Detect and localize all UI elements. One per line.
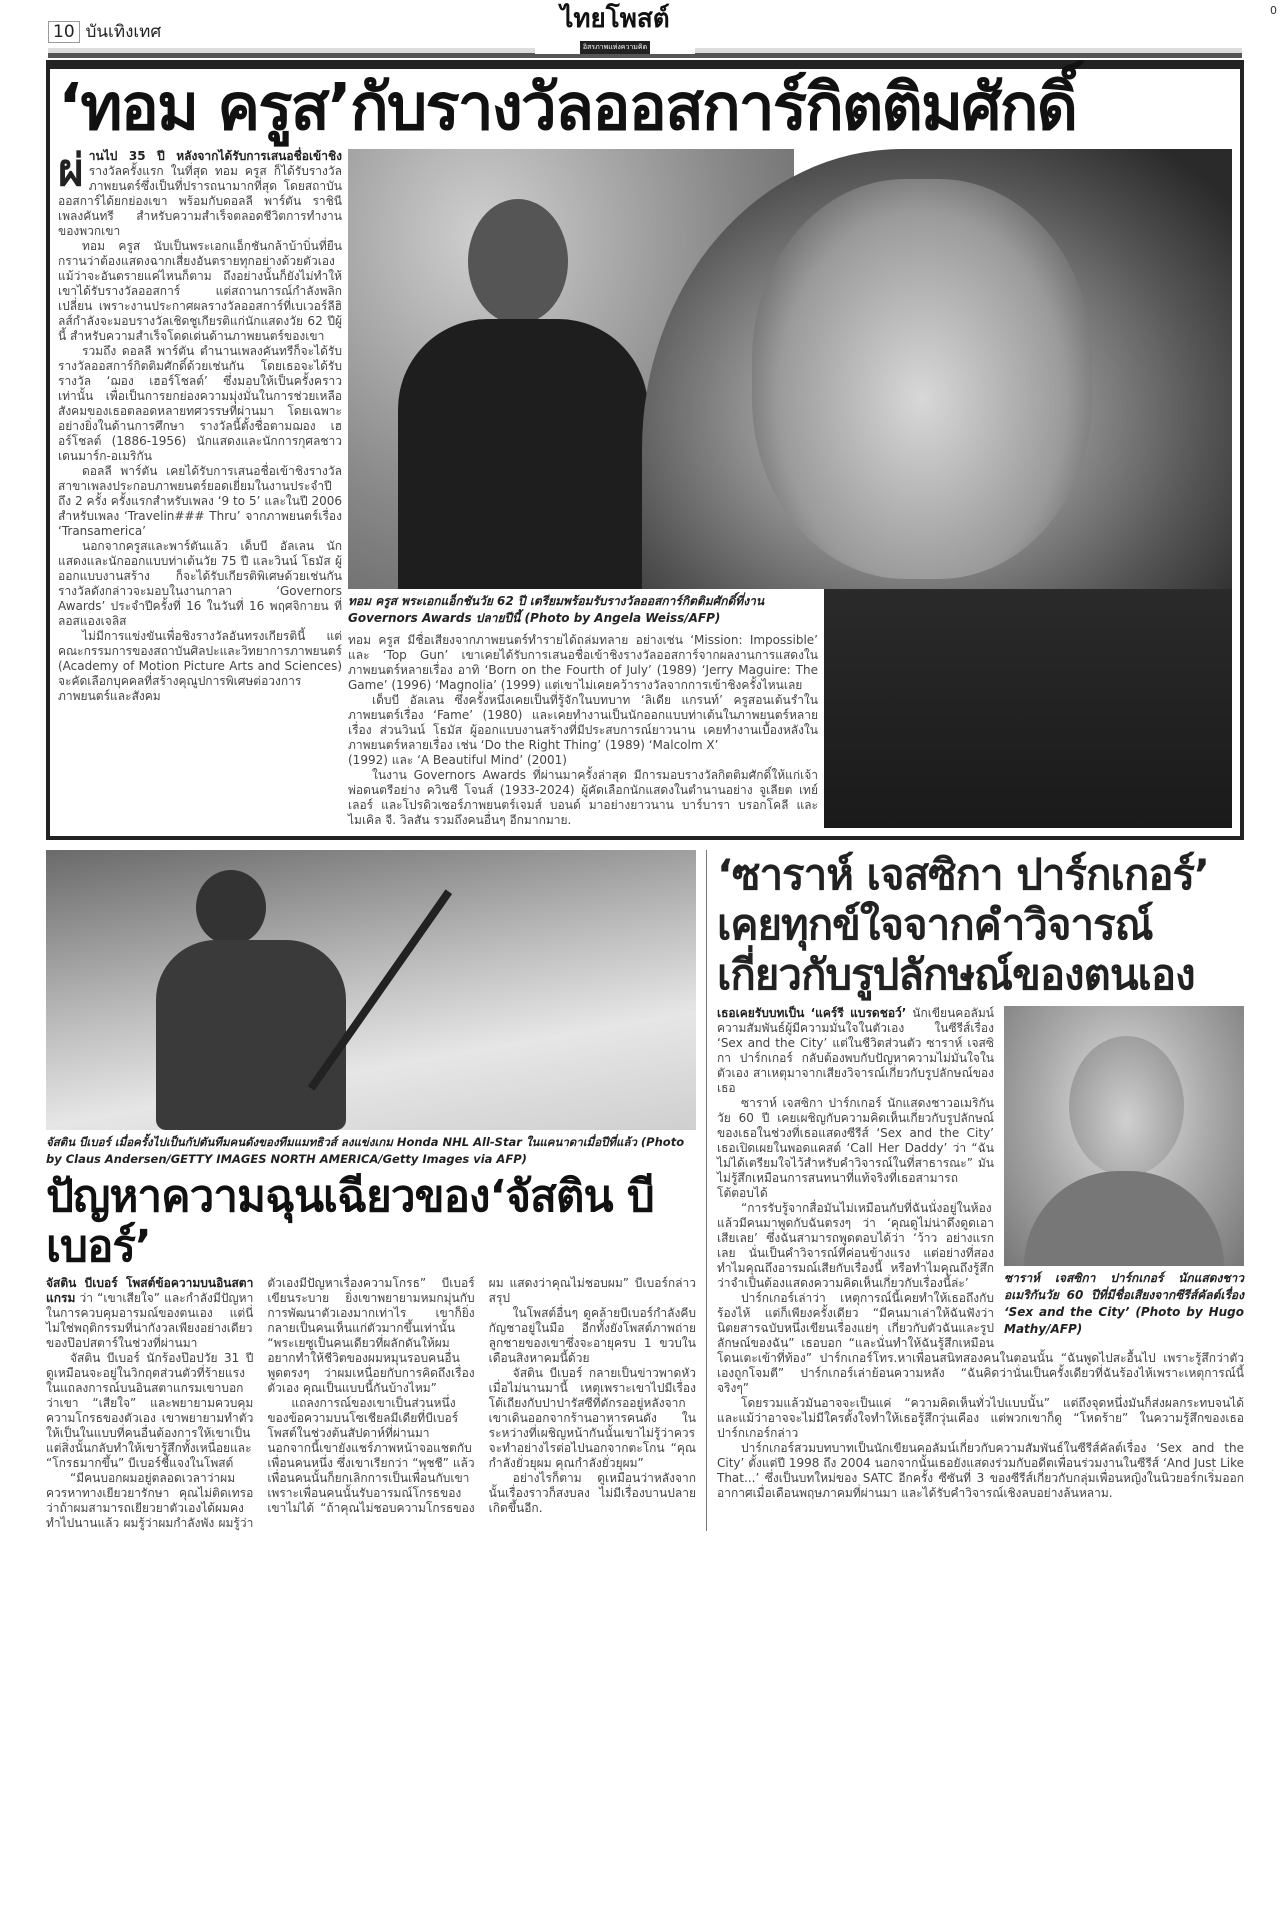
tom-article-body [58,145,1232,828]
bieber-body [46,1276,696,1531]
column-divider [706,850,707,1531]
sarah-lead: เธอเคยรับบทเป็น ‘แคร์รี แบรดชอว์’ [717,1006,907,1020]
paragraph: จัสติน บีเบอร์ นักร้องป๊อปวัย 31 ปี ดูเหมือนจะอยู่ในวิกฤตส่วนตัวที่ร้ายแรง ในแถลงการณ์บนอินสตาแกรมเขาบอกว่าเขา “เสียใจ” และพยายามควบคุมความโกรธของตัวเอง เขาพยายามทำตัวให้เป็นในแบบที่คนอื่นต้องการให้เขาเป็น แต่สิ่งนั้นกลับทำให้เขารู้สึกทั้งเหนื่อยและ “โกรธมากขึ้น” บีเบอร์ชี้แจงในโพสต์ [46,1351,254,1470]
paragraph: ทอม ครูส นับเป็นพระเอกแอ็กชันกล้าบ้าบิ่นที่ยืนกรานว่าต้องแสดงฉากเสี่ยงอันตรายทุกอย่างด้วยตัวเอง แม้ว่าจะอันตรายแค่ไหนก็ตาม ถึงอย่างนั้นก็ยังไม่ทำให้เขาได้รับรางวัลออสการ์ แต่สถานการณ์กำลังพลิกเปลี่ยน เพราะงานประกาศผลรางวัลออสการ์ที่เบเวอร์ลีฮิลส์กำลังจะมอบรางวัลเชิดชูเกียรติแก่นักแสดงวัย 62 ปีผู้นี้ สำหรับความสำเร็จโดดเด่นด้านภาพยนตร์ของเขา [58,239,342,343]
logo-tagline: อิสรภาพแห่งความคิด [580,41,650,54]
headline-line: เคยทุกข์ใจจากคำวิจารณ์ [717,900,1153,949]
paragraph: “มีคนบอกผมอยู่ตลอดเวลาว่าผมควรหาทางเยียวยารักษา คุณไม่ติดเทรอว่าถ้าผมสามารถเยียวยาตัวเองได้ผมคงทำไปนานแล้ว ผมรู้ว่าผมกำลังพัง ผมรู้ว่าตัวเองมีปัญหาเรื่องความโกรธ” บีเบอร์เขียนระบาย ยิ่งเขาพยายามหมกมุ่นกับการพัฒนาตัวเองมากเท่าไร เขาก็ยิ่งกลายเป็นคนเห็นแก่ตัวมากขึ้นเท่านั้น “พระเยซูเป็นคนเดียวที่ผลักดันให้ผมอยากทำให้ชีวิตของผมหมุนรอบคนอื่น พูดตรงๆ ว่าผมเหนื่อยกับการคิดถึงเรื่องตัวเอง คุณเป็นแบบนี้กันบ้างไหม” [46,1276,475,1530]
sarah-first-para: นักเขียนคอลัมน์ความสัมพันธ์ผู้มีความมั่นใจในตัวเอง ในซีรีส์เรื่อง ‘Sex and the City’ แต่ในชีวิตส่วนตัว ซาราห์ เจสซิกา ปาร์กเกอร์ กลับต้องพบกับปัญหาความไม่มั่นใจในตัวเอง สาเหตุมาจากเสียงวิจารณ์เกี่ยวกับรูปลักษณ์ของเธอ [717,1006,994,1095]
paragraph: ซาราห์ เจสซิกา ปาร์กเกอร์ นักแสดงชาวอเมริกันวัย 60 ปี เคยเผชิญกับความคิดเห็นเกี่ยวกับรูปลักษณ์ของเธอในช่วงที่เธอแสดงซีรีส์ ‘Sex and the City’ เธอเปิดเผยในพอดแคสต์ ‘Call Her Daddy’ ว่า “ฉันไม่ได้เตรียมใจไว้สำหรับคำวิจารณ์ในที่สาธารณะ” มันไม่รู้สึกเหมือนการสนทนาที่แท้จริงที่เธอสามารถโต้ตอบได้ [717,1096,994,1200]
sarah-figure [1004,1006,1244,1338]
page-section-label [48,18,161,45]
sarah-photo-caption: ซาราห์ เจสซิกา ปาร์กเกอร์ นักแสดงชาวอเมริกันวัย 60 ปีที่มีชื่อเสียงจากซีรีส์คัลต์เรื่อง ‘Sex and the City’ (Photo by Hugo Mathy/AFP) [1004,1271,1244,1336]
bieber-article [46,850,696,1531]
paragraph: รวมถึง ดอลลี พาร์ตัน ตำนานเพลงคันทรีก็จะได้รับรางวัลออสการ์กิตติมศักดิ์ด้วยเช่นกัน โดยเธอจะได้รับรางวัล ‘ฌอง เฮอร์โชลต์’ ซึ่งมอบให้เป็นครั้งคราวเท่านั้น เพื่อเป็นการยกย่องความมุ่งมั่นในการช่วยเหลือสังคมของเธอตลอดหลายทศวรรษที่ผ่านมา โดยเฉพาะอย่างยิ่งในด้านการศึกษา รางวัลนี้ตั้งชื่อตามฌอง เฮอร์โชลต์ (1886-1956) นักแสดงและนักการกุศลชาวเดนมาร์ก-อเมริกัน [58,344,342,463]
drop-cap: ผ่ [58,145,84,196]
page-header [0,0,1286,60]
paragraph: โดยรวมแล้วมันอาจจะเป็นแค่ “ความคิดเห็นทั่วไปแบบนั้น” แต่ถึงจุดหนึ่งมันก็ส่งผลกระทบจนได้ และแม้ว่าอาจจะไม่มีใครตั้งใจทำให้เธอรู้สึกวุ่นเคือง แต่พวกเขาก็ดู “โหดร้าย” ในความรู้สึกของเธอ ปาร์กเกอร์กล่าว [717,1396,1244,1440]
headline-line: เกี่ยวกับรูปลักษณ์ของตนเอง [717,950,1195,999]
bieber-lead: จัสติน บีเบอร์ โพสต์ข้อความบนอินสตาแกรม [46,1276,254,1305]
bieber-hockey-photo [46,850,696,1130]
bieber-photo-caption: จัสติน บีเบอร์ เมื่อครั้งไปเป็นกัปตันทีมคนดังของทีมแมทธิวส์ ลงแข่งเกม Honda NHL All-Star ในแคนาดาเมื่อปีที่แล้ว (Photo by Claus Andersen/GETTY IMAGES NORTH AMERICA/Getty Images via AFP) [46,1135,685,1166]
tom-continuation [348,633,818,828]
sarah-headline [717,850,1244,1000]
logo-name: ไทยโพสต์ [560,4,670,34]
tom-headline: ‘ทอม ครูส’กับรางวัลออสการ์กิตติมศักดิ์ [58,71,1077,145]
headline-line: ‘ซาราห์ เจสซิกา ปาร์กเกอร์’ [717,850,1209,899]
tom-body-column [58,145,343,828]
paragraph: ในโพสต์อื่นๆ ดูคล้ายบีเบอร์กำลังคีบกัญชาอยู่ในมือ อีกทั้งยังโพสต์ภาพถ่ายลูกชายของเขาซึ่งจะอายุครบ 1 ขวบในเดือนสิงหาคมนี้ด้วย [488,1306,696,1365]
tom-lead: านไป 35 ปี หลังจากได้รับการเสนอชื่อเข้าชิง [88,149,342,163]
corner-mark: 0 [1270,4,1277,17]
tom-photo-caption: ทอม ครูส พระเอกแอ็กชันวัย 62 ปี เตรียมพร้อมรับรางวัลออสการ์กิตติมศักดิ์ที่งาน Governors Awards ปลายปีนี้ (Photo by Angela Weiss/AFP) [348,594,765,625]
page-number: 10 [48,21,80,43]
tom-article-frame [46,60,1244,840]
paragraph: ดอลลี พาร์ตัน เคยได้รับการเสนอชื่อเข้าชิงรางวัลสาขาเพลงประกอบภาพยนตร์ยอดเยี่ยมในงานประจำปีถึง 2 ครั้ง ครั้งแรกสำหรับเพลง ‘9 to 5’ และในปี 2006 สำหรับเพลง ‘Travelin### Thru’ จากภาพยนตร์เรื่อง ‘Transamerica’ [58,464,342,538]
newspaper-logo [535,4,695,54]
paragraph: เด็บบี อัลเลน ซึ่งครั้งหนึ่งเคยเป็นที่รู้จักในบทบาท ‘ลิเดีย แกรนท์’ ครูสอนเต้นรำในภาพยนตร์เรื่อง ‘Fame’ (1980) และเคยทำงานเป็นนักออกแบบท่าเต้นในภาพยนตร์หลายเรื่อง ส่วนวินน์ โธมัส ผู้ออกแบบงานสร้างที่มีประสบการณ์ยาวนาน เคยทำงานเบื้องหลังในภาพยนตร์หลายเรื่อง เช่น ‘Do the Right Thing’ (1989) ‘Malcolm X’ [348,693,818,752]
paragraph: “การรับรู้จากสื่อมันไม่เหมือนกับที่ฉันนั่งอยู่ในห้องแล้วมีคนมาพูดกับฉันตรงๆ ว่า ‘คุณดูไม่น่าดึงดูดเอาเสียเลย’ ซึ่งฉันสามารถพูดตอบได้ว่า ‘ว้าว อย่างแรกเลย นั่นเป็นคำวิจารณ์ที่ค่อนข้างแรง แต่อย่างที่สอง ทำไมคุณถึงอารมณ์เสียกับเรื่องนี้ หรือทำไมคุณถึงรู้สึกว่าจำเป็นต้องแสดงความคิดเห็นเกี่ยวกับเรื่องนี้ล่ะ’ [717,1201,994,1290]
paragraph: ทอม ครูส มีชื่อเสียงจากภาพยนตร์ทำรายได้ถล่มทลาย อย่างเช่น ‘Mission: Impossible’ และ ‘Top Gun’ เขาเคยได้รับการเสนอชื่อเข้าชิงรางวัลออสการ์จากผลงานการแสดงในภาพยนตร์หลายเรื่อง อาทิ ‘Born on the Fourth of July’ (1989) ‘Jerry Maguire: The Game’ (1996) ‘Magnolia’ (1999) แต่เขาไม่เคยคว้ารางวัลจากการเข้าชิงครั้งไหนเลย [348,633,818,692]
paragraph: ในงาน Governors Awards ที่ผ่านมาครั้งล่าสุด มีการมอบรางวัลกิตติมศักดิ์ให้แก่เจ้าพ่อดนตรีอย่าง ควินซี โจนส์ (1933-2024) ผู้คัดเลือกนักแสดงในตำนานอย่าง จูเลียต เทย์เลอร์ และโปรดิวเซอร์ภาพยนตร์เจมส์ บอนด์ มาอย่างยาวนาน บาร์บารา บรอกโคลี และไมเคิล จี. วิลสัน รวมถึงคนอื่นๆ อีกมากมาย. [348,768,818,827]
paragraph: อย่างไรก็ตาม ดูเหมือนว่าหลังจากนั้นเรื่องราวก็สงบลง ไม่มีเรื่องบานปลายเกิดขึ้นอีก. [488,1471,696,1515]
lower-section [46,850,1244,1531]
sarah-body [717,1006,1244,1501]
paragraph: ปาร์กเกอร์เล่าว่า เหตุการณ์นี้เคยทำให้เธอถึงกับร้องไห้ แต่ก็เพียงครั้งเดียว “มีคนมาเล่าให้ฉันฟังว่านิตยสารฉบับหนึ่งเขียนเรื่องแย่ๆ เกี่ยวกับตัวฉันและรูปลักษณ์ของฉัน” เธอบอก “และนั่นทำให้ฉันรู้สึกเหมือนโดนเตะเข้าที่ท้อง” ปาร์กเกอร์โทร.หาเพื่อนสนิทสองคนในตอนนั้น “ฉันพูดไปสะอื้นไป เพราะรู้สึกว่าตัวเองถูกโจมตี” ปาร์กเกอร์เล่าย้อนความหลัง “ฉันคิดว่านั่นเป็นครั้งเดียวที่ฉันร้องไห้เพราะเหตุการณ์นี้จริงๆ” [717,1291,1244,1395]
paragraph: (1992) และ ‘A Beautiful Mind’ (2001) [348,753,567,767]
paragraph: จัสติน บีเบอร์ กลายเป็นข่าวพาดหัวเมื่อไม่นานมานี้ เหตุเพราะเขาไปมีเรื่องโต้เถียงกับปาปารัสซีที่ดักรออยู่หลังจากเขาเดินออกจากร้านอาหารคนดัง ในระหว่างที่เผชิญหน้ากันนั้นเขาไม่รู้ว่าควรจะทำอย่างไรต่อไปนอกจากตะโกน “คุณกำลังยั่วยุผม คุณกำลังยั่วยุผม” [488,1366,696,1470]
paragraph: ไม่มีการแข่งขันเพื่อชิงรางวัลอันทรงเกียรตินี้ แต่คณะกรรมการของสถาบันศิลปะและวิทยาการภาพยนตร์ (Academy of Motion Picture Arts and Sciences) จะคัดเลือกบุคคลที่สร้างคุณูปการพิเศษต่อวงการภาพยนตร์และสังคม [58,629,343,703]
tom-photo-area [348,149,1232,828]
sarah-article [717,850,1244,1531]
paragraph: ปาร์กเกอร์สวมบทบาทเป็นนักเขียนคอลัมน์เกี่ยวกับความสัมพันธ์ในซีรีส์คัลต์เรื่อง ‘Sex and the City’ ตั้งแต่ปี 1998 ถึง 2004 นอกจากนั้นเธอยังแสดงร่วมกับอดีตเพื่อนร่วมงานในซีรีส์ ‘And Just Like That...’ ซึ่งเป็นบทใหม่ของ SATC อีกครั้ง ซีซันที่ 3 ของซีรีส์เกี่ยวกับกลุ่มเพื่อนหญิงในนิวยอร์กเริ่มออกอากาศเมื่อเดือนพฤษภาคมที่ผ่านมา และได้รับคำวิจารณ์เชิงลบอย่างล้นหลาม. [717,1441,1244,1500]
paragraph: นอกจากครูสและพาร์ตันแล้ว เด็บบี อัลเลน นักแสดงและนักออกแบบท่าเต้นวัย 75 ปี และวินน์ โธมัส ผู้ออกแบบงานสร้าง ก็จะได้รับเกียรติพิเศษด้วยเช่นกัน รางวัลดังกล่าวจะมอบในงานกาลา ‘Governors Awards’ ประจำปีครั้งที่ 16 ในวันที่ 16 พฤศจิกายน ที่ลอสแองเจลิส [58,539,342,628]
bieber-headline: ปัญหาความฉุนเฉียวของ‘จัสติน บีเบอร์’ [46,1171,654,1272]
section-name: บันเทิงเทศ [85,22,162,42]
sarah-photo [1004,1006,1244,1266]
tom-first-para: รางวัลครั้งแรก ในที่สุด ทอม ครูส ก็ได้รับรางวัลภาพยนตร์ซึ่งเป็นที่ปรารถนามากที่สุด โดยสถาบันออสการ์ได้ยกย่องเขา พร้อมกับดอลลี พาร์ตัน ราชินีเพลงคันทรี สำหรับความสำเร็จตลอดชีวิตการทำงานของพวกเขา [58,164,342,238]
bieber-first-para: ว่า “เขาเสียใจ” และกำลังมีปัญหาในการควบคุมอารมณ์ของตนเอง แต่นี่ไม่ใช่พฤติกรรมที่น่ากังวลเพียงอย่างเดียวของป๊อปสตาร์ในช่วงที่ผ่านมา [46,1291,254,1350]
paragraph: แถลงการณ์ของเขาเป็นส่วนหนึ่งของข้อความบนโซเชียลมีเดียที่บีเบอร์โพสต์ในช่วงต้นสัปดาห์ที่ผ่านมา นอกจากนี้เขายังแชร์ภาพหน้าจอแชตกับเพื่อนคนหนึ่ง ซึ่งเขาเรียกว่า “พุชชี” แล้วเพื่อนคนนั้นก็ยกเลิกการเป็นเพื่อนกับเขา เพราะเพื่อนคนนั้นรับอารมณ์โกรธของเขาไม่ได้ “ถ้าคุณไม่ชอบความโกรธของผม แสดงว่าคุณไม่ชอบผม” บีเบอร์กล่าวสรุป [267,1276,696,1515]
tom-portrait-photo-lower [824,589,1232,828]
